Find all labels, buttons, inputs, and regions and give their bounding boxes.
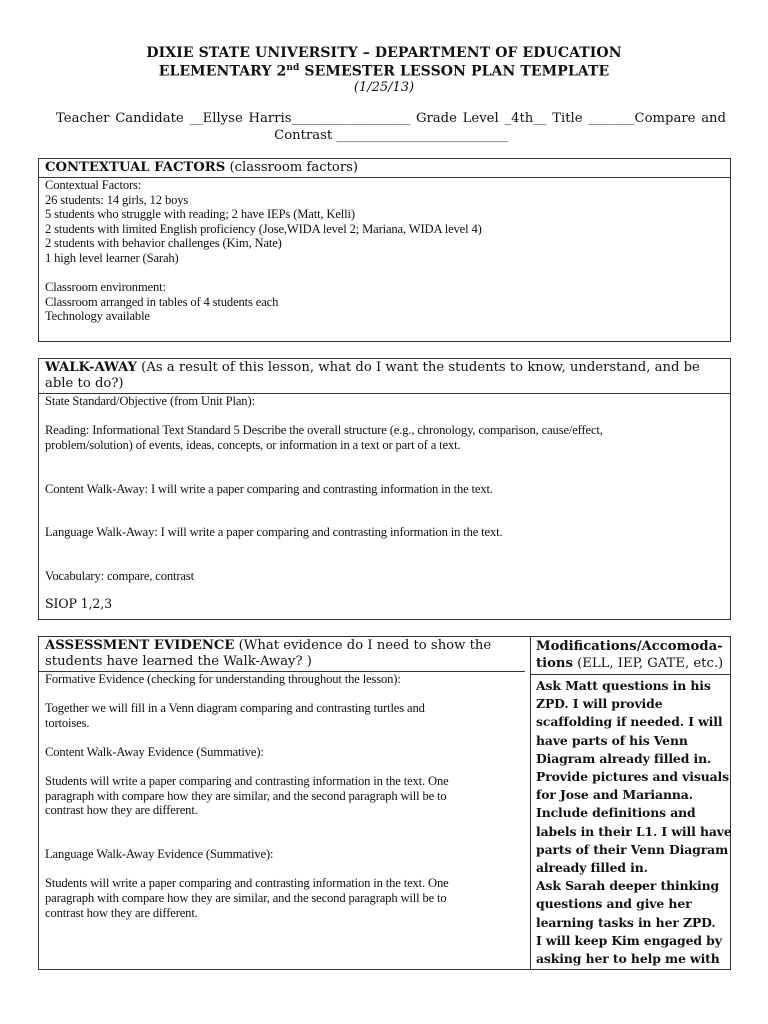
- modifications-heading: [530, 637, 730, 675]
- contextual-line: Classroom environment:: [45, 280, 166, 295]
- contextual-line: 2 students with behavior challenges (Kim, Nate): [45, 236, 282, 251]
- modification-line: questions and give her: [536, 896, 692, 912]
- language-walkaway: Language Walk-Away: I will write a paper comparing and contrasting information in the text.: [45, 525, 503, 540]
- standard-label: State Standard/Objective (from Unit Plan):: [45, 394, 255, 408]
- walkaway-body: [39, 394, 730, 611]
- modifications-title-line2: [536, 656, 724, 673]
- contextual-factors-title: CONTEXTUAL FACTORS: [45, 160, 226, 175]
- reading-standard-line2: problem/solution) of events, ideas, concepts, or information in a text or part of a text.: [45, 437, 461, 452]
- contextual-line: Contextual Factors:: [45, 178, 142, 192]
- modifications-column: [530, 636, 731, 970]
- modification-line: Ask Matt questions in his: [536, 678, 711, 693]
- modification-line: Diagram already filled in.: [536, 750, 712, 766]
- language-evidence-line2: paragraph with compare how they are similar, and the second paragraph will be to: [45, 890, 447, 905]
- siop-line: SIOP 1,2,3: [45, 595, 112, 611]
- modification-line: Ask Sarah deeper thinking: [536, 878, 720, 894]
- contextual-line: 26 students: 14 girls, 12 boys: [45, 192, 189, 207]
- contextual-line: Classroom arranged in tables of 4 students each: [45, 294, 279, 309]
- doc-title-line2-post: SEMESTER LESSON PLAN TEMPLATE: [299, 63, 610, 80]
- language-evidence-line3: contrast how they are different.: [45, 905, 198, 920]
- contextual-line: 2 students with limited English proficiency (Jose,WIDA level 2; Mariana, WIDA level 4): [45, 221, 482, 236]
- assessment-note: (What evidence do I need to show the students have learned the Walk-Away? ): [45, 638, 492, 669]
- modifications-body: [530, 675, 730, 970]
- content-evidence-line1: Students will write a paper comparing and contrasting information in the text. One: [45, 774, 449, 789]
- content-evidence-line3: contrast how they are different.: [45, 803, 198, 818]
- assessment-heading: [39, 637, 525, 672]
- contextual-factors-heading: [39, 159, 730, 178]
- content-walkaway: Content Walk-Away: I will write a paper comparing and contrasting information in the text.: [45, 481, 493, 496]
- modification-line: parts of their Venn Diagram: [536, 841, 729, 857]
- modification-line: learning tasks in her ZPD.: [536, 914, 716, 930]
- modification-line: already filled in.: [536, 860, 648, 876]
- doc-date: (1/25/13): [353, 80, 415, 95]
- walkaway-note: (As a result of this lesson, what do I want the students to know, understand, and be able to do?): [45, 360, 700, 391]
- walkaway-heading: [39, 359, 730, 394]
- contextual-line: Technology available: [45, 309, 150, 324]
- walkaway-title: WALK-AWAY: [45, 360, 137, 375]
- modifications-title-bold: tions: [536, 655, 573, 671]
- modification-line: asking her to help me with: [536, 951, 720, 967]
- doc-title-line2: [0, 63, 768, 80]
- contextual-line: [45, 266, 724, 281]
- walkaway-box: [38, 358, 731, 620]
- formative-line1: Together we will fill in a Venn diagram comparing and contrasting turtles and: [45, 701, 425, 716]
- doc-title-line2-sup: nd: [286, 63, 300, 73]
- modifications-title-note: (ELL, IEP, GATE, etc.): [572, 655, 724, 671]
- doc-title-line1: DIXIE STATE UNIVERSITY – DEPARTMENT OF EDUCATION: [146, 45, 622, 61]
- modification-line: labels in their L1. I will have: [536, 823, 732, 839]
- modification-line: for Jose and Marianna.: [536, 787, 693, 803]
- modification-line: I will keep Kim engaged by: [536, 932, 722, 948]
- contextual-line: 5 students who struggle with reading; 2 have IEPs (Matt, Kelli): [45, 207, 355, 222]
- teacher-info-line: Teacher Candidate __Ellyse Harris__________________ Grade Level _4th__ Title _______Compare and Contrast __________________________: [56, 111, 726, 143]
- vocabulary: Vocabulary: compare, contrast: [45, 569, 194, 584]
- modification-line: scaffolding if needed. I will: [536, 714, 723, 730]
- modifications-title-line1: Modifications/Accomoda-: [536, 639, 723, 654]
- doc-title-line2-pre: ELEMENTARY 2: [158, 63, 287, 80]
- contextual-factors-note: (classroom factors): [225, 160, 359, 175]
- modification-line: Include definitions and: [536, 805, 696, 821]
- contextual-factors-box: [38, 158, 731, 342]
- language-evidence-line1: Students will write a paper comparing and contrasting information in the text. One: [45, 876, 449, 891]
- reading-standard-line1: Reading: Informational Text Standard 5 Describe the overall structure (e.g., chronology, comparison, cause/effect,: [45, 423, 603, 438]
- language-evidence-label: Language Walk-Away Evidence (Summative):: [45, 847, 274, 862]
- content-evidence-line2: paragraph with compare how they are similar, and the second paragraph will be to: [45, 788, 447, 803]
- formative-label: Formative Evidence (checking for understanding throughout the lesson):: [45, 672, 401, 686]
- assessment-title: ASSESSMENT EVIDENCE: [45, 638, 235, 653]
- contextual-factors-body: [39, 178, 730, 324]
- modification-line: ZPD. I will provide: [536, 696, 663, 712]
- modification-line: have parts of his Venn: [536, 732, 688, 748]
- content-evidence-label: Content Walk-Away Evidence (Summative):: [45, 744, 264, 759]
- modification-line: Provide pictures and visuals: [536, 769, 730, 785]
- contextual-line: 1 high level learner (Sarah): [45, 250, 179, 265]
- formative-line2: tortoises.: [45, 715, 90, 730]
